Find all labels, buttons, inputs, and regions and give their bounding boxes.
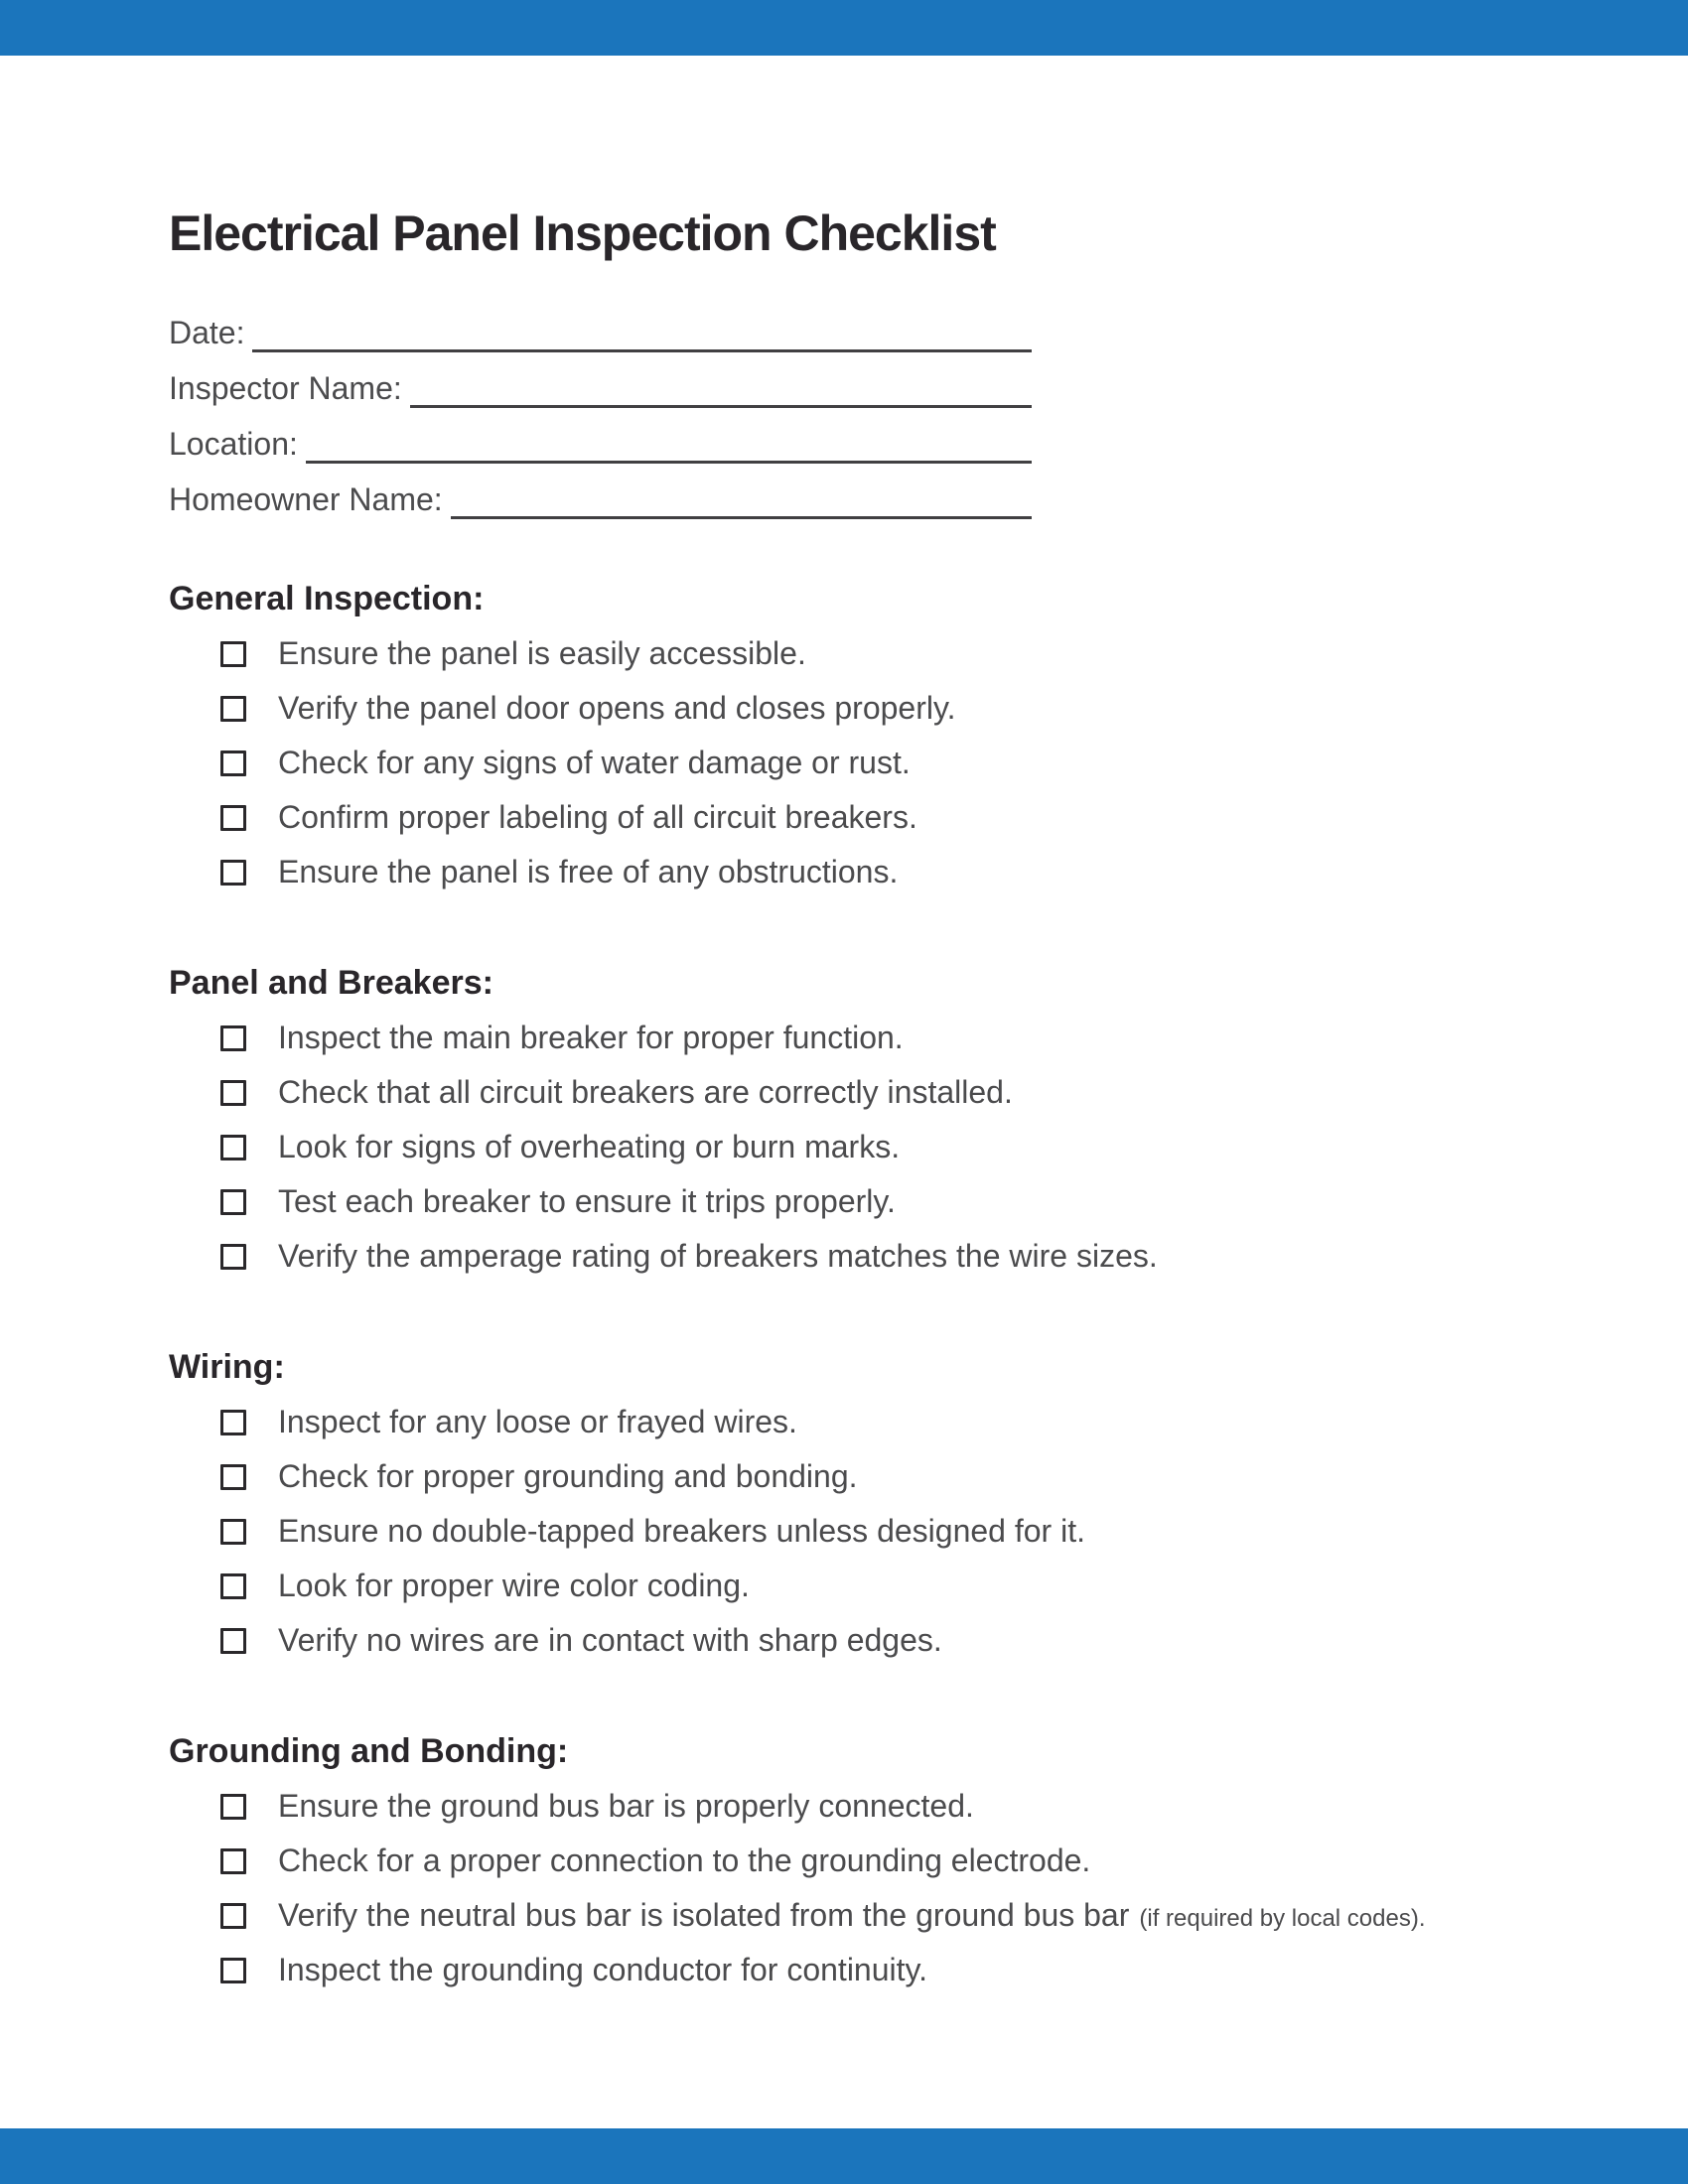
checklist-item-label: Look for proper wire color coding. [278, 1568, 750, 1603]
checklist-item-label: Check for proper grounding and bonding. [278, 1458, 858, 1494]
date-label: Date: [169, 315, 245, 350]
checkbox[interactable] [220, 1794, 246, 1820]
section-heading: Grounding and Bonding: [169, 1732, 569, 1770]
bottom-accent-bar [0, 2128, 1688, 2184]
checklist-item-label: Verify the neutral bus bar is isolated from the ground bus bar (if required by local codes). [278, 1897, 1426, 1933]
checkbox[interactable] [220, 860, 246, 886]
checkbox[interactable] [220, 1135, 246, 1160]
checklist-item [169, 1888, 1519, 1943]
section-heading: Panel and Breakers: [169, 964, 493, 1002]
item-note: (if required by local codes). [1139, 1905, 1426, 1932]
checklist-item-label: Ensure no double-tapped breakers unless designed for it. [278, 1513, 1085, 1549]
checkbox[interactable] [220, 1903, 246, 1929]
checklist-item-label: Inspect the main breaker for proper function. [278, 1020, 904, 1055]
checklist-item [169, 1559, 1519, 1613]
checklist-item [169, 1504, 1519, 1559]
inspector-name-field-line[interactable] [410, 405, 1032, 408]
checklist-item [169, 1449, 1519, 1504]
section-grounding-and-bonding [169, 1724, 1519, 1997]
form-row-inspector-name [169, 354, 1032, 410]
checklist-item [169, 1779, 1519, 1834]
checkbox[interactable] [220, 641, 246, 667]
checklist-item-label: Check for any signs of water damage or rust. [278, 745, 911, 780]
checkbox[interactable] [220, 696, 246, 722]
homeowner-name-label: Homeowner Name: [169, 481, 443, 517]
checklist-item-label: Look for signs of overheating or burn marks. [278, 1129, 901, 1164]
form-row-homeowner-name [169, 466, 1032, 521]
location-field-line[interactable] [306, 461, 1032, 464]
checkbox[interactable] [220, 1848, 246, 1874]
checkbox[interactable] [220, 1958, 246, 1983]
checklist-item-label: Verify no wires are in contact with sharp edges. [278, 1622, 942, 1658]
checkbox[interactable] [220, 1189, 246, 1215]
page-title: Electrical Panel Inspection Checklist [169, 205, 996, 261]
checkbox[interactable] [220, 1519, 246, 1545]
checklist-item [169, 681, 1519, 736]
date-field-line[interactable] [252, 349, 1032, 352]
checkbox[interactable] [220, 1464, 246, 1490]
checklist-item-label: Check for a proper connection to the grounding electrode. [278, 1843, 1091, 1878]
checkbox[interactable] [220, 1628, 246, 1654]
checklist-sections [169, 572, 1519, 1997]
checklist-item-label: Inspect for any loose or frayed wires. [278, 1404, 797, 1439]
checklist-item [169, 736, 1519, 790]
checklist-item [169, 1229, 1519, 1284]
checkbox[interactable] [220, 1080, 246, 1106]
checklist-item [169, 1174, 1519, 1229]
checklist-item [169, 845, 1519, 899]
checklist-item-label: Verify the amperage rating of breakers matches the wire sizes. [278, 1238, 1158, 1274]
checkbox[interactable] [220, 1025, 246, 1051]
checklist-item [169, 1834, 1519, 1888]
header-form [169, 299, 1032, 521]
inspector-name-label: Inspector Name: [169, 370, 402, 406]
checklist-item-label: Check that all circuit breakers are correctly installed. [278, 1074, 1013, 1110]
section-heading: Wiring: [169, 1348, 285, 1386]
checklist-item [169, 1395, 1519, 1449]
checklist-item [169, 1613, 1519, 1668]
section-wiring [169, 1340, 1519, 1668]
checklist-item [169, 1011, 1519, 1065]
homeowner-name-field-line[interactable] [451, 516, 1032, 519]
section-general-inspection [169, 572, 1519, 899]
checklist-item-label: Verify the panel door opens and closes properly. [278, 690, 956, 726]
checklist-item-label: Ensure the panel is easily accessible. [278, 635, 806, 671]
checkbox[interactable] [220, 805, 246, 831]
checkbox[interactable] [220, 1573, 246, 1599]
form-row-date [169, 299, 1032, 354]
checkbox[interactable] [220, 1410, 246, 1435]
checkbox[interactable] [220, 751, 246, 776]
checklist-item [169, 1120, 1519, 1174]
checklist-item [169, 790, 1519, 845]
checklist-item [169, 1065, 1519, 1120]
location-label: Location: [169, 426, 298, 462]
checklist-item-label: Inspect the grounding conductor for continuity. [278, 1952, 928, 1987]
checklist-item-label: Confirm proper labeling of all circuit breakers. [278, 799, 917, 835]
checkbox[interactable] [220, 1244, 246, 1270]
checklist-item [169, 1943, 1519, 1997]
checklist-item-label: Ensure the panel is free of any obstructions. [278, 854, 899, 889]
checklist-item-label: Test each breaker to ensure it trips properly. [278, 1183, 896, 1219]
form-row-location [169, 410, 1032, 466]
section-heading: General Inspection: [169, 580, 485, 617]
checklist-item [169, 626, 1519, 681]
section-panel-and-breakers [169, 956, 1519, 1284]
checklist-item-label: Ensure the ground bus bar is properly connected. [278, 1788, 974, 1824]
